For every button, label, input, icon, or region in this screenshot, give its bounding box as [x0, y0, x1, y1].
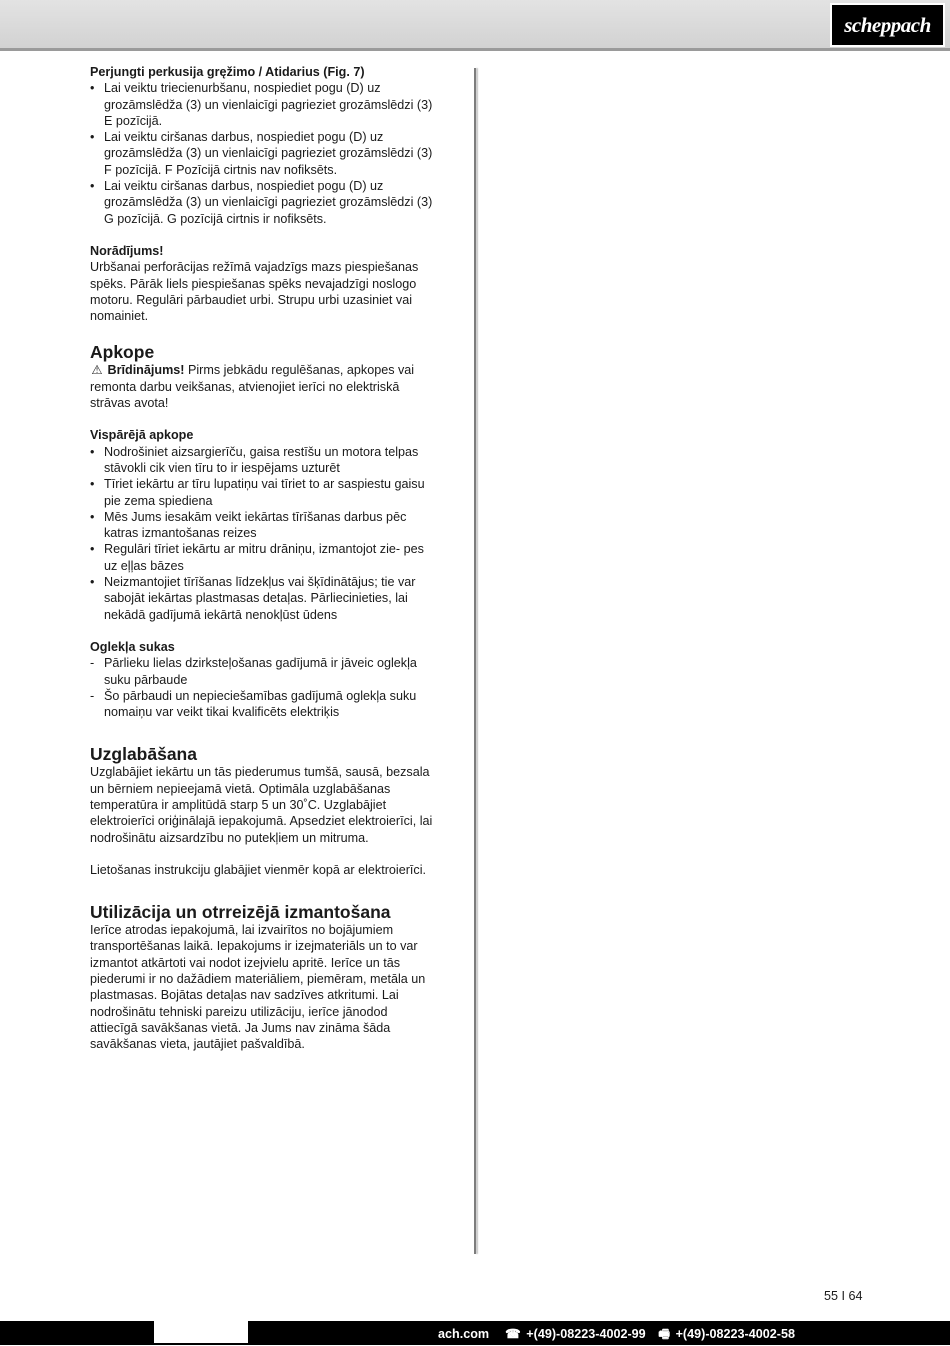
storage-text: Uzglabājiet iekārtu un tās piederumus tumšā, sausā, bezsala un bērniem nepieejamā vietā. Optimāla uzglabāšanas temperatūra ir amplitūdā starp 5 un 30˚C. Uzglabājiet elektroierīci oriģinālajā iepakojumā. Apsedziet elektroierīci, lai nodrošinātu aizsardzību no putekļiem un mitruma. [90, 765, 433, 845]
general-maintenance-list [90, 444, 435, 623]
list-item: - Pārlieku lielas dzirksteļošanas gadījumā ir jāveic oglekļa suku pārbaude [90, 655, 435, 688]
list-item: • Lai veiktu ciršanas darbus, nospiediet pogu (D) uz grozāmslēdža (3) un vienlaicīgi pagrieziet grozāmslēdzi (3) G pozīcijā. G pozīcijā cirtnis ir nofiksēts. [90, 178, 435, 227]
list-item: • Lai veiktu triecienurbšanu, nospiediet pogu (D) uz grozāmslēdža (3) un vienlaicīgi pagrieziet grozāmslēdzi (3) E pozīcijā. [90, 80, 435, 129]
disposal-title: Utilizācija un otrreizējā izmantošana [90, 902, 391, 923]
brand-logo [830, 3, 945, 47]
general-maintenance-heading: Vispārējā apkope [90, 428, 194, 443]
list-item: • Regulāri tīriet iekārtu ar mitru drāniņu, izmantojot zie- pes uz eļļas bāzes [90, 541, 435, 574]
warning-triangle-icon: ⚠ [91, 363, 103, 378]
list-item: • Tīriet iekārtu ar tīru lupatiņu vai tīriet to ar saspiestu gaisu pie zema spiediena [90, 476, 435, 509]
column-divider [474, 68, 476, 1254]
storage-title: Uzglabāšana [90, 744, 197, 765]
footer-bar [0, 1321, 950, 1345]
list-item: • Nodrošiniet aizsargierīču, gaisa restīšu un motora telpas stāvokli cik vien tīru to ir iespējams uzturēt [90, 444, 435, 477]
carbon-brushes-list [90, 655, 435, 720]
footer-website: ach.com [438, 1327, 490, 1341]
footer-phone: +(49)-08223-4002-99 [526, 1327, 646, 1341]
footer-contacts [438, 1325, 797, 1346]
footer-fax: +(49)-08223-4002-58 [675, 1327, 795, 1341]
list-item: • Mēs Jums iesakām veikt iekārtas tīrīšanas darbus pēc katras izmantošanas reizes [90, 509, 435, 542]
page-number: 55 I 64 [824, 1289, 863, 1303]
list-item: • Neizmantojiet tīrīšanas līdzekļus vai šķīdinātājus; tie var sabojāt iekārtas plastmasas detaļas. Pārliecinieties, lai nekādā gadījumā iekārtā nenokļūst ūdens [90, 574, 435, 623]
phone-icon: ☎ [505, 1327, 521, 1341]
warning-text: Pirms jebkādu regulēšanas, apkopes vai remonta darbu veikšanas, atvienojiet ierīci no elektriskā strāvas avota! [90, 363, 415, 411]
drill-mode-list [90, 80, 435, 227]
carbon-brushes-heading: Oglekļa sukas [90, 639, 175, 654]
maintenance-warning [90, 362, 435, 411]
note-text: Urbšanai perforācijas režīmā vajadzīgs mazs piespiešanas spēks. Pārāk liels piespiešanas spēks nevajadzīgi noslogo motoru. Regulāri pārbaudiet urbi. Strupu urbi uzasiniet vai nomainiet. [90, 260, 419, 324]
list-item: • Lai veiktu ciršanas darbus, nospiediet pogu (D) uz grozāmslēdža (3) un vienlaicīgi pagrieziet grozāmslēdzi (3) F pozīcijā. F Pozīcijā cirtnis nav nofiksēts. [90, 129, 435, 178]
maintenance-title: Apkope [90, 342, 155, 363]
warning-label: Brīdinājums! [107, 363, 185, 378]
main-column [90, 64, 435, 1053]
footer-white-block [154, 1321, 248, 1343]
drill-mode-heading: Perjungti perkusija gręžimo / Atidarius (Fig. 7) [90, 65, 365, 79]
disposal-text: Ierīce atrodas iepakojumā, lai izvairītos no bojājumiem transportēšanas laikā. Iepakojums ir izejmateriāls un to var izmantot atkārtoti vai nodot izejvielu apritē. Ierīce un tās piederumi ir no dažādiem materiāliem, piemēram, metāla un plastmasas. Bojātas detaļas nav sadzīves atkritumi. Lai nodrošinātu tehniski pareizu utilizāciju, ierīce jānodod attiecīgā savākšanas vietā. Ja Jums nav zināma šāda savākšanas vieta, jautājiet pašvaldībā. [90, 923, 426, 1052]
brand-logo-text: scheppach [844, 12, 931, 37]
fax-icon: 🖷 [658, 1327, 671, 1341]
header-bar [0, 0, 950, 51]
list-item: - Šo pārbaudi un nepieciešamības gadījumā oglekļa suku nomaiņu var veikt tikai kvalificēts elektriķis [90, 688, 435, 721]
storage-manual-text: Lietošanas instrukciju glabājiet vienmēr kopā ar elektroierīci. [90, 862, 426, 877]
note-heading: Norādījums! [90, 243, 164, 258]
